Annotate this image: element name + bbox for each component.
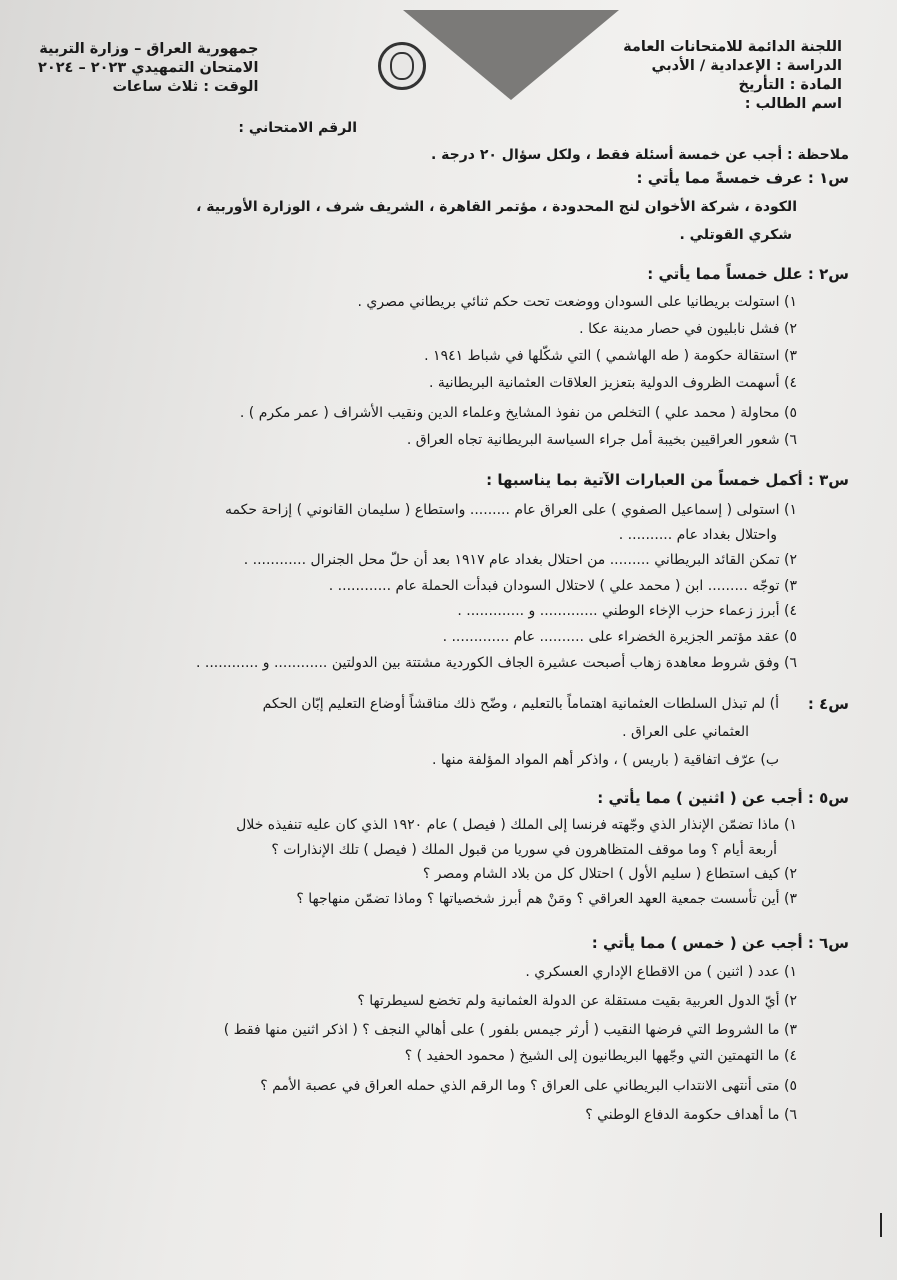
student-name-label: اسم الطالب : bbox=[744, 96, 842, 112]
q5-item: ١) ماذا تضمّن الإنذار الذي وجّهته فرنسا إلى الملك ( فيصل ) عام ١٩٢٠ الذي كان عليه تنفيذه خلال bbox=[236, 817, 797, 833]
q3-item: ٤) أبرز زعماء حزب الإخاء الوطني ............. و ............. . bbox=[457, 603, 797, 619]
q6-item: ١) عدد ( اثنين ) من الاقطاع الإداري العسكري . bbox=[525, 964, 797, 980]
q5-item: ٣) أين تأسست جمعية العهد العراقي ؟ ومَنْ هم أبرز شخصياتها ؟ وماذا تضمّن منهاجها ؟ bbox=[296, 891, 797, 907]
q3-item: ٦) وفق شروط معاهدة زهاب أصبحت عشيرة الجاف الكوردية مشتتة بين الدولتين ............ و ............ . bbox=[196, 655, 797, 671]
exam-note: ملاحظة : أجب عن خمسة أسئلة فقط ، ولكل سؤال ٢٠ درجة . bbox=[430, 147, 849, 163]
q1-line: شكري القوتلي . bbox=[679, 227, 792, 243]
q3-item: واحتلال بغداد عام .......... . bbox=[618, 527, 777, 543]
q2-item: ٥) محاولة ( محمد علي ) التخلص من نفوذ المشايخ وعلماء الدين ونقيب الأشراف ( عمر مكرم ) . bbox=[239, 405, 797, 421]
q4-item: العثماني على العراق . bbox=[622, 724, 749, 740]
q6-item: ٥) متى أنتهى الانتداب البريطاني على العراق ؟ وما الرقم الذي حمله العراق في عصبة الأمم ؟ bbox=[260, 1078, 797, 1094]
study-branch: الدراسة : الإعدادية / الأدبي bbox=[651, 58, 842, 74]
q6-item: ٦) ما أهداف حكومة الدفاع الوطني ؟ bbox=[585, 1107, 797, 1123]
q3-item: ٣) توجّه ......... ابن ( محمد علي ) لاحتلال السودان فبدأت الحملة عام ............ . bbox=[328, 578, 797, 594]
q4-item: ب) عرّف اتفاقية ( باريس ) ، واذكر أهم المواد المؤلفة منها . bbox=[432, 752, 779, 768]
q6-item: ٢) أيّ الدول العربية بقيت مستقلة عن الدولة العثمانية ولم تخضع لسيطرتها ؟ bbox=[357, 993, 797, 1009]
q2-item: ٦) شعور العراقيين بخيبة أمل جراء السياسة البريطانية تجاه العراق . bbox=[406, 432, 797, 448]
corner-triangle-mark bbox=[403, 10, 619, 100]
exam-duration: الوقت : ثلاث ساعات bbox=[112, 79, 259, 95]
q5-item: ٢) كيف استطاع ( سليم الأول ) احتلال كل من بلاد الشام ومصر ؟ bbox=[422, 866, 797, 882]
q3-item: ١) استولى ( إسماعيل الصفوي ) على العراق عام ......... واستطاع ( سليمان القانوني ) إزاحة حكمه bbox=[225, 502, 797, 518]
q2-item: ٤) أسهمت الظروف الدولية بتعزيز العلاقات العثمانية البريطانية . bbox=[429, 375, 797, 391]
q2-item: ٢) فشل نابليون في حصار مدينة عكا . bbox=[579, 321, 797, 337]
committee-name: اللجنة الدائمة للامتحانات العامة bbox=[623, 39, 842, 55]
q6-item: ٣) ما الشروط التي فرضها النقيب ( أرثر جيمس بلفور ) على أهالي النجف ؟ ( اذكر اثنين منها فقط ) bbox=[223, 1022, 797, 1038]
subject: المادة : التأريخ bbox=[738, 77, 842, 93]
q2-title: س٢ : علل خمساً مما يأتي : bbox=[647, 265, 849, 283]
q1-title: س١ : عرف خمسةً مما يأتي : bbox=[636, 169, 849, 187]
q3-item: ٥) عقد مؤتمر الجزيرة الخضراء على .......... عام ............. . bbox=[442, 629, 797, 645]
q4-title: س٤ : bbox=[807, 695, 849, 713]
exam-number-label: الرقم الامتحاني : bbox=[238, 120, 357, 136]
q5-title: س٥ : أجب عن ( اثنين ) مما يأتي : bbox=[597, 789, 849, 807]
q6-item: ٤) ما التهمتين التي وجّهها البريطانيون إلى الشيخ ( محمود الحفيد ) ؟ bbox=[404, 1048, 797, 1064]
q5-item: أربعة أيام ؟ وما موقف المتظاهرون في سوريا من قبول الملك ( فيصل ) تلك الإنذارات ؟ bbox=[271, 842, 777, 858]
q2-item: ١) استولت بريطانيا على السودان ووضعت تحت حكم ثنائي بريطاني مصري . bbox=[357, 294, 797, 310]
exam-session: الامتحان التمهيدي ٢٠٢٣ – ٢٠٢٤ bbox=[38, 60, 259, 76]
header-right bbox=[623, 38, 842, 114]
q4-item: أ) لم تبذل السلطات العثمانية اهتماماً بالتعليم ، وضّح ذلك مناقشاً أوضاع التعليم إبّان الحكم bbox=[262, 696, 779, 712]
q6-title: س٦ : أجب عن ( خمس ) مما يأتي : bbox=[591, 934, 849, 952]
q3-title: س٣ : أكمل خمساً من العبارات الآتية بما يناسبها : bbox=[486, 471, 849, 489]
q1-line: الكودة ، شركة الأخوان لنج المحدودة ، مؤتمر القاهرة ، الشريف شرف ، الوزارة الأوربية ، bbox=[196, 199, 797, 215]
q3-item: ٢) تمكن القائد البريطاني ......... من احتلال بغداد عام ١٩١٧ بعد أن حلّ محل الجنرال ............ . bbox=[243, 552, 797, 568]
margin-mark bbox=[880, 1213, 882, 1237]
q2-item: ٣) استقالة حكومة ( طه الهاشمي ) التي شكّلها في شباط ١٩٤١ . bbox=[424, 348, 797, 364]
country-ministry: جمهورية العراق – وزارة التربية bbox=[39, 41, 259, 57]
ministry-seal-icon bbox=[378, 42, 426, 90]
header-left bbox=[38, 40, 258, 97]
